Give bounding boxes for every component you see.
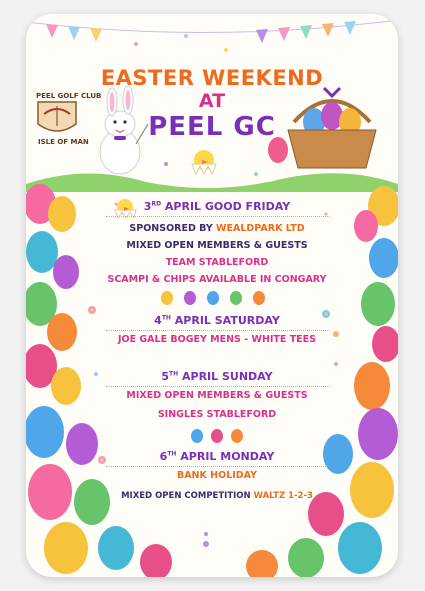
divider-line xyxy=(106,386,330,388)
divider-line xyxy=(106,330,330,332)
event-3-day: 5TH APRIL SUNDAY xyxy=(161,370,273,383)
divider-line xyxy=(106,466,330,468)
event-1-day: 3RD APRIL GOOD FRIDAY xyxy=(143,200,291,213)
event-3-line-2: SINGLES STABLEFORD xyxy=(157,409,277,420)
title-line-1: EASTER WEEKEND xyxy=(100,66,324,90)
event-1-line-3: SCAMPI & CHIPS AVAILABLE IN CONGARY xyxy=(107,274,327,285)
event-1-sponsor: SPONSORED BY WEALDPARK LTD xyxy=(129,223,305,234)
bunting-flags xyxy=(26,20,398,43)
divider-eggs-2 xyxy=(191,429,243,443)
divider-eggs-1 xyxy=(161,291,265,305)
event-4-day: 6TH APRIL MONDAY xyxy=(159,450,275,463)
event-2-day: 4TH APRIL SATURDAY xyxy=(154,314,280,327)
event-4-line-1: BANK HOLIDAY xyxy=(176,470,258,481)
title-line-2: AT xyxy=(198,90,226,112)
event-3-line-1: MIXED OPEN MEMBERS & GUESTS xyxy=(126,390,308,401)
title-line-3: PEEL GC xyxy=(148,112,276,142)
event-1-line-2: TEAM STABLEFORD xyxy=(165,257,269,268)
logo-bottom-text: ISLE OF MAN xyxy=(38,138,89,146)
grass-strip xyxy=(26,173,398,192)
divider-line xyxy=(106,216,330,218)
event-4-competition: MIXED OPEN COMPETITION WALTZ 1-2-3 xyxy=(121,491,313,501)
event-2-line-1: JOE GALE BOGEY MENS - WHITE TEES xyxy=(117,334,317,345)
logo-top-text: PEEL GOLF CLUB xyxy=(36,92,102,100)
chick-illustration xyxy=(192,150,216,174)
event-1-line-1: MIXED OPEN MEMBERS & GUESTS xyxy=(126,240,308,251)
poster-card xyxy=(26,14,398,577)
